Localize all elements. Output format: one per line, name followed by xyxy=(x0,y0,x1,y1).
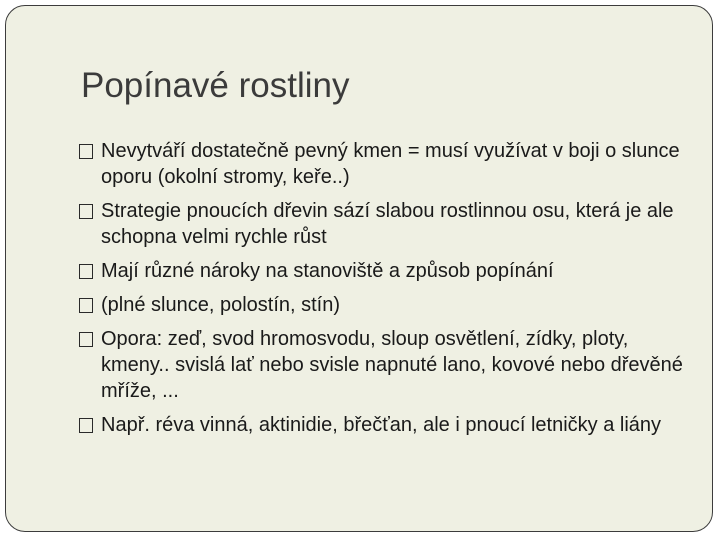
bullet-text: Strategie pnoucích dřevin sází slabou rostlinnou osu, která je ale schopna velmi rychle růst xyxy=(101,200,674,248)
slide xyxy=(5,5,713,532)
bullet-text: Mají různé nároky na stanoviště a způsob popínání xyxy=(101,260,554,282)
bullet-text: Nevytváří dostatečně pevný kmen = musí využívat v boji o slunce oporu (okolní stromy, keře..) xyxy=(101,140,680,188)
bullet-item xyxy=(79,198,699,250)
square-bullet-icon xyxy=(79,144,93,159)
square-bullet-icon xyxy=(79,204,93,219)
slide-title: Popínavé rostliny xyxy=(81,66,350,105)
bullet-text: Např. réva vinná, aktinidie, břečťan, ale i pnoucí letničky a liány xyxy=(101,414,662,436)
bullet-list xyxy=(79,138,699,446)
square-bullet-icon xyxy=(79,264,93,279)
square-bullet-icon xyxy=(79,418,93,433)
bullet-text: (plné slunce, polostín, stín) xyxy=(101,294,341,316)
bullet-item xyxy=(79,138,699,190)
bullet-text: Opora: zeď, svod hromosvodu, sloup osvětlení, zídky, ploty, kmeny.. svislá lať nebo svisle napnuté lano, kovové nebo dřevěné mříže, ... xyxy=(101,328,683,402)
bullet-item xyxy=(79,412,699,438)
square-bullet-icon xyxy=(79,332,93,347)
bullet-item xyxy=(79,258,699,284)
square-bullet-icon xyxy=(79,298,93,313)
bullet-item xyxy=(79,326,699,404)
bullet-item xyxy=(79,292,699,318)
